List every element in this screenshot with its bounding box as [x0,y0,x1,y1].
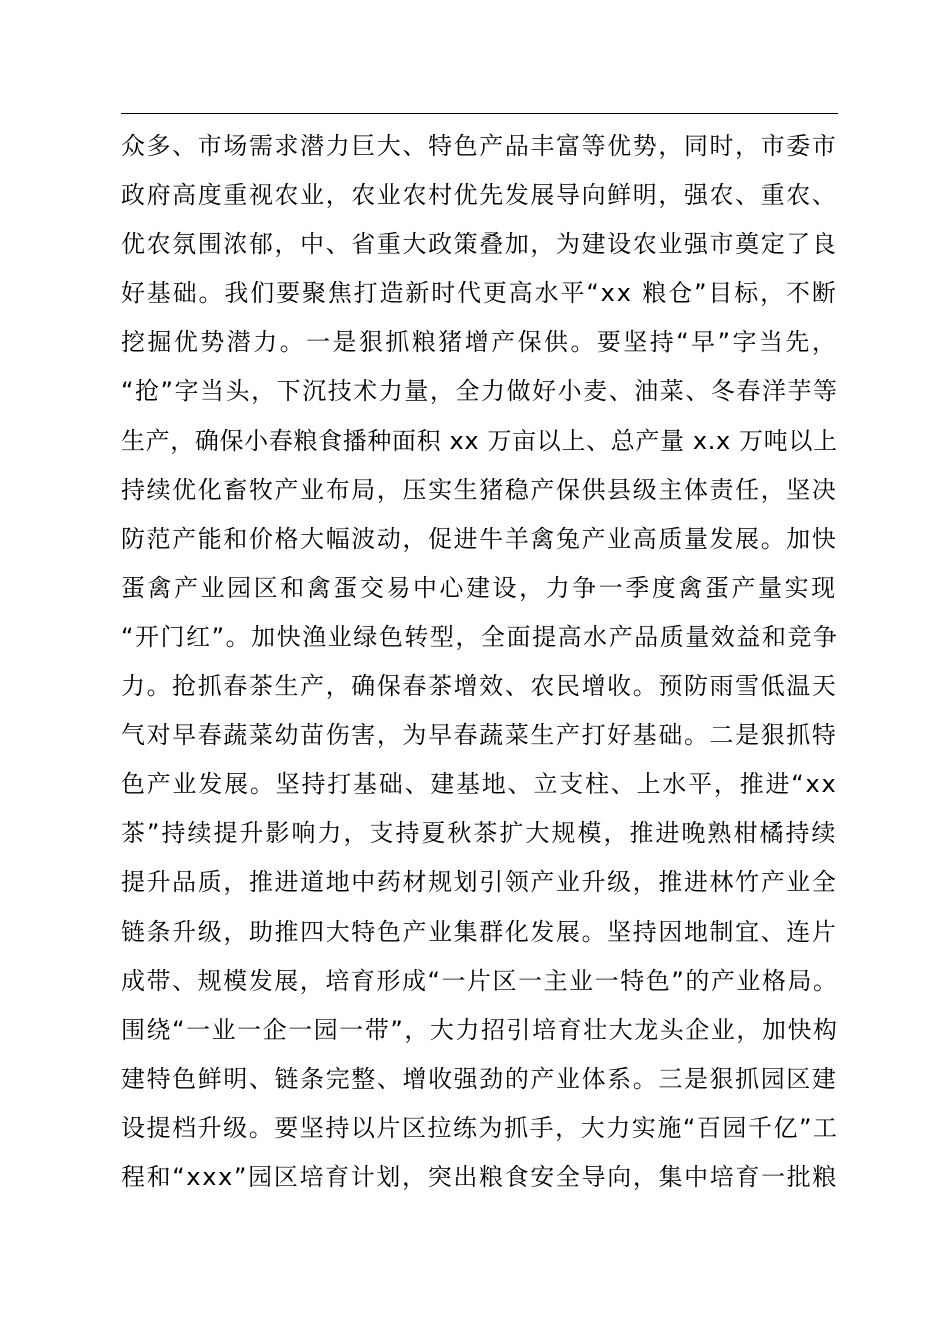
text-line: 优农氛围浓郁，中、省重大政策叠加，为建设农业强市奠定了良 [121,230,838,259]
body-paragraph [121,122,838,1202]
text-line: 建特色鲜明、链条完整、增收强劲的产业体系。三是狠抓园区建 [121,1064,838,1093]
header-rule [121,113,838,114]
text-line: 气对早春蔬菜幼苗伤害，为早春蔬菜生产打好基础。二是狠抓特 [121,721,838,750]
text-line: 好基础。我们要聚焦打造新时代更高水平“xx 粮仓”目标，不断 [121,279,838,308]
text-line: 力。抢抓春茶生产，确保春茶增效、农民增收。预防雨雪低温天 [121,672,838,701]
text-line: 围绕“一业一企一园一带”，大力招引培育壮大龙头企业，加快构 [121,1015,839,1044]
text-line: 链条升级，助推四大特色产业集群化发展。坚持因地制宜、连片 [121,917,838,946]
text-line: 提升品质，推进道地中药材规划引领产业升级，推进林竹产业全 [121,868,838,897]
text-line: 挖掘优势潜力。一是狠抓粮猪增产保供。要坚持“早”字当先， [121,328,839,357]
text-line: “抢”字当头，下沉技术力量，全力做好小麦、油菜、冬春洋芋等 [121,377,839,406]
text-line: 茶”持续提升影响力，支持夏秋茶扩大规模，推进晚熟柑橘持续 [121,819,838,848]
text-line: “开门红”。加快渔业绿色转型，全面提高水产品质量效益和竞争 [121,622,839,651]
text-line: 防范产能和价格大幅波动，促进牛羊禽兔产业高质量发展。加快 [121,524,838,553]
text-line: 持续优化畜牧产业布局，压实生猪稳产保供县级主体责任，坚决 [121,475,838,504]
text-line: 设提档升级。要坚持以片区拉练为抓手，大力实施“百园千亿”工 [121,1113,839,1142]
text-line: 程和“xxx”园区培育计划，突出粮食安全导向，集中培育一批粮 [121,1162,839,1191]
text-line: 生产，确保小春粮食播种面积 xx 万亩以上、总产量 x.x 万吨以上 [121,426,838,455]
text-line: 成带、规模发展，培育形成“一片区一主业一特色”的产业格局。 [121,966,839,995]
text-line: 政府高度重视农业，农业农村优先发展导向鲜明，强农、重农、 [121,181,838,210]
text-line: 众多、市场需求潜力巨大、特色产品丰富等优势，同时，市委市 [121,132,838,160]
text-line: 色产业发展。坚持打基础、建基地、立支柱、上水平，推进“xx [121,770,838,799]
text-line: 蛋禽产业园区和禽蛋交易中心建设，力争一季度禽蛋产量实现 [121,573,838,602]
